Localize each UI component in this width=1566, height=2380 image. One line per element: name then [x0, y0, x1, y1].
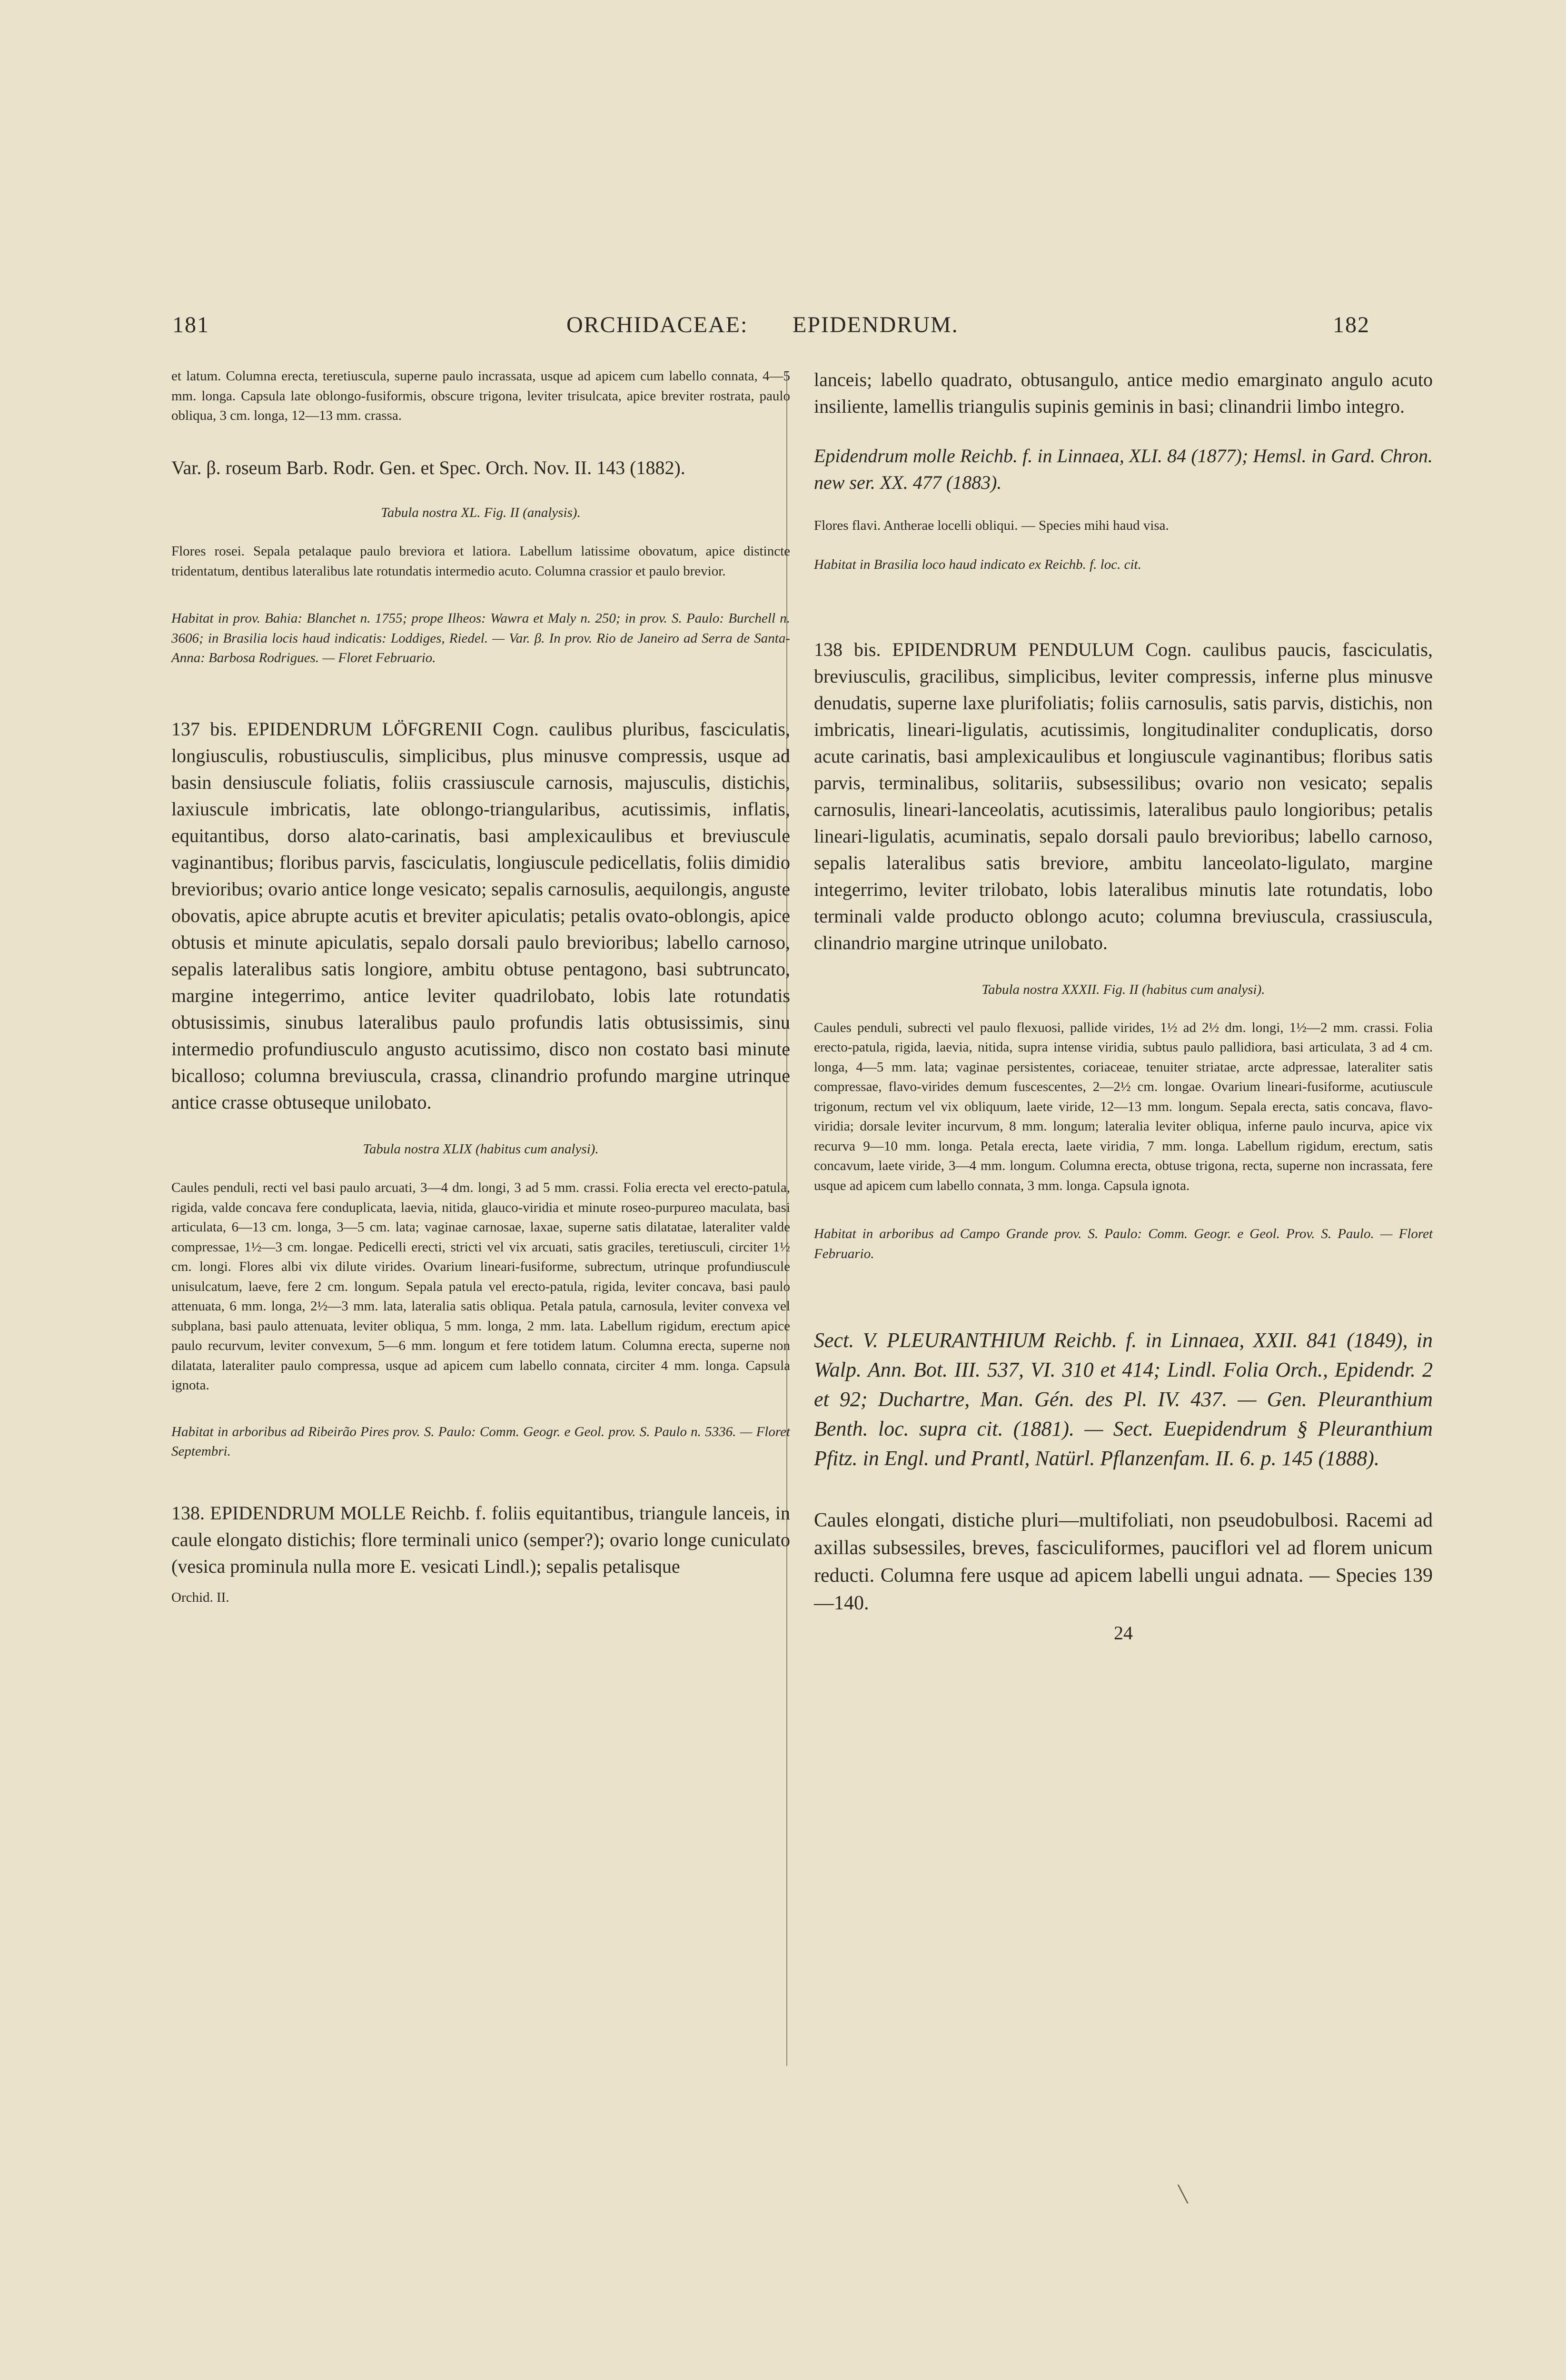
page-number-left: 181: [172, 312, 209, 337]
species-137bis-diagnosis: 137 bis. EPIDENDRUM LÖFGRENII Cogn. caulibus pluribus, fasciculatis, longiusculis, robustiusculis, simplicibus, plus minusve compressis, usque ad basin densiuscule foliatis, foliis crassiuscule carnosis, majusculis, distichis, laxiuscule imbricatis, late oblongo-triangularibus, acutissimis, inflatis, equitantibus, dorso alato-carinatis, basi amplexicaulibus et breviuscule vaginantibus; floribus parvis, fasciculatis, longiuscule pedicellatis, foliis dimidio brevioribus; ovario antice longe vesicato; sepalis carnosulis, aequilongis, anguste obovatis, apice abrupte acutis et breviter apiculatis; petalis ovato-oblongis, apice obtusis et minute apiculatis, sepalo dorsali paulo brevioribus; labello carnoso, sepalis lateralibus satis longiore, ambitu obtuse pentagono, basi subtruncato, margine integerrimo, antice leviter quadrilobato, lobis late rotundatis obtusissimis, sinubus lateralibus paulo profundis latis obtusissimis, sinu intermedio profundiusculo angusto acutissimo, disco non costato basi minute bicalloso; columna breviuscula, crassa, clinandrio profundo margine utrinque antice crasse obtuseque unilobato.: [171, 718, 790, 1113]
habitat-note-1: Habitat in prov. Bahia: Blanchet n. 1755; prope Ilheos: Wawra et Maly n. 250; in prov. S. Paulo: Burchell n. 3606; in Brasilia locis haud indicatis: Loddiges, Riedel. — Var. β. In prov. Rio de Janeiro ad Serra de Santa-Anna: Barbosa Rodrigues. — Floret Februario.: [171, 611, 790, 665]
species-138-reference: Epidendrum molle Reichb. f. in Linnaea, XLI. 84 (1877); Hemsl. in Gard. Chron. new ser. XX. 477 (1883).: [814, 445, 1433, 493]
variety-reference: Var. β. roseum Barb. Rodr. Gen. et Spec. Orch. Nov. II. 143 (1882).: [171, 456, 685, 478]
header-title-genus: EPIDENDRUM.: [793, 312, 959, 337]
capsule-description: et latum. Columna erecta, teretiuscula, superne paulo incrassata, usque ad apicem cum labello connata, 4—5 mm. longa. Capsula late oblongo-fusiformis, obscure trigona, leviter trisulcata, apice breviter rostrata, paulo obliqua, 3 cm. longa, 12—13 mm. crassa.: [171, 368, 790, 423]
species-137bis-description: Caules penduli, recti vel basi paulo arcuati, 3—4 dm. longi, 3 ad 5 mm. crassi. Folia erecta vel erecto-patula, rigida, valde concava fere conduplicata, laevia, nitida, glauco-viridia et minute roseo-purpureo maculata, basi articulata, 6—13 cm. longa, 3—5 cm. lata; vaginae carnosae, laxae, superne satis dilatatae, lateraliter valde compressae, 1½—3 cm. longae. Pedicelli erecti, stricti vel vix arcuati, satis graciles, teretiusculi, circiter 1½ cm. longi. Flores albi vix dilute virides. Ovarium lineari-fusiforme, subrectum, utrinque profundiuscule unisulcatum, laeve, fere 2 cm. longum. Sepala patula vel erecto-patula, rigida, leviter concava, basi paulo attenuata, 6 mm. longa, 2½—3 mm. lata, lateralia satis obliqua. Petala patula, carnosula, leviter convexa vel subplana, basi paulo attenuata, leviter obliqua, 5 mm. longa, 2 mm. lata. Labellum rigidum, erectum apice paulo recurvum, leviter convexum, 5—6 mm. longum et fere totidem latum. Columna erecta, superne non dilatata, lateraliter paulo compressa, usque ad apicem cum labello connata, circiter 4 mm. longa. Capsula ignota.: [171, 1180, 790, 1393]
habitat-note-3: Habitat in Brasilia loco haud indicato ex Reichb. f. loc. cit.: [814, 556, 1141, 572]
habitat-note-2: Habitat in arboribus ad Ribeirão Pires prov. S. Paulo: Comm. Geogr. e Geol. prov. S. Paulo n. 5336. — Floret Septembri.: [171, 1424, 790, 1459]
plate-reference-xl: Tabula nostra XL. Fig. II (analysis).: [381, 505, 581, 520]
header-title-family: ORCHIDACEAE:: [566, 312, 748, 337]
page-number-right: 182: [1333, 312, 1370, 337]
section-pleuranthium-heading: Sect. V. PLEURANTHIUM Reichb. f. in Linnaea, XXII. 841 (1849), in Walp. Ann. Bot. III. 537, VI. 310 et 414; Lindl. Folia Orch., Epidendr. 2 et 92; Duchartre, Man. Gén. des Pl. IV. 437. — Gen. Pleuranthium Benth. loc. supra cit. (1881). — Sect. Euepidendrum § Pleuranthium Pfitz. in Engl. und Prantl, Natürl. Pflanzenfam. II. 6. p. 145 (1888).: [814, 1329, 1433, 1470]
right-column: [814, 367, 1433, 1644]
species-138-note: Flores flavi. Antherae locelli obliqui. — Species mihi haud visa.: [814, 518, 1169, 533]
signature-mark: Orchid. II.: [171, 1589, 229, 1605]
species-138-diagnosis: 138. EPIDENDRUM MOLLE Reichb. f. foliis equitantibus, triangule lanceis, in caule elongato distichis; flore terminali unico (semper?); ovario longe cuniculato (vesica prominula nulla more E. vesicati Lindl.); sepalis petalisque: [171, 1502, 790, 1577]
section-description: Caules elongati, distiche pluri—multifoliati, non pseudobulbosi. Racemi ad axillas subsessiles, breves, fasciculiformes, pauciflori vel ad florem unicum reducti. Columna fere usque ad apicem labelli ungui adnata. — Species 139—140.: [814, 1509, 1433, 1614]
paper-mark: ╲: [1178, 2186, 1188, 2203]
plate-reference-xlix: Tabula nostra XLIX (habitus cum analysi).: [363, 1141, 599, 1157]
habitat-note-4: Habitat in arboribus ad Campo Grande prov. S. Paulo: Comm. Geogr. e Geol. Prov. S. Paulo. — Floret Februario.: [814, 1226, 1433, 1261]
variety-description: Flores rosei. Sepala petalaque paulo breviora et latiora. Labellum latissime obovatum, apice distincte tridentatum, dentibus lateralibus late rotundatis intermedio acuto. Columna crassior et paulo brevior.: [171, 544, 790, 579]
left-column: [171, 367, 790, 1606]
species-138-diagnosis-cont: lanceis; labello quadrato, obtusangulo, antice medio emarginato angulo acuto insiliente, lamellis triangulis supinis geminis in basi; clinandrii limbo integro.: [814, 369, 1433, 417]
sheet-number: 24: [1114, 1622, 1133, 1644]
species-138bis-diagnosis: 138 bis. EPIDENDRUM PENDULUM Cogn. caulibus paucis, fasciculatis, breviusculis, gracilibus, simplicibus, leviter compressis, inferne plus minusve denudatis, superne laxe plurifoliatis; foliis carnosulis, satis parvis, distichis, non imbricatis, lineari-ligulatis, acutissimis, longitudinaliter conduplicatis, dorso acute carinatis, basi amplexicaulibus et longiuscule vaginantibus; floribus satis parvis, terminalibus, solitariis, subsessilibus; ovario non vesicato; sepalis carnosulis, lineari-lanceolatis, acutissimis, lateralibus paulo longioribus; petalis lineari-ligulatis, acuminatis, sepalo dorsali paulo brevioribus; labello carnoso, sepalis lateralibus satis breviore, ambitu lanceolato-ligulato, margine integerrimo, leviter trilobato, lobis lateralibus minutis late rotundatis, lobo terminali valde producto oblongo acuto; columna breviuscula, crassiuscula, clinandrio margine utrinque unilobato.: [814, 639, 1433, 953]
plate-reference-xxxii: Tabula nostra XXXII. Fig. II (habitus cum analysi).: [981, 982, 1265, 997]
species-138bis-description: Caules penduli, subrecti vel paulo flexuosi, pallide virides, 1½ ad 2½ dm. longi, 1½—2 mm. crassi. Folia erecto-patula, rigida, laevia, nitida, supra intense viridia, subtus paulo pallidiora, basi articulata, 3 ad 4 cm. longa, 4—5 mm. lata; vaginae persistentes, coriaceae, tenuiter striatae, arcte adpressae, lateraliter satis compressae, flavo-virides demum fuscescentes, 2—2½ cm. longae. Ovarium lineari-fusiforme, acutiuscule trigonum, rectum vel vix obliquum, laete viride, 12—13 mm. longum. Sepala erecta, satis concava, flavo-viridia; dorsale leviter incurvum, 8 mm. longum; lateralia leviter obliqua, inferne paulo incurva, apice vix recurva 9—10 mm. longa. Petala erecta, laete viridia, 7 mm. longa. Labellum rigidum, erectum, satis concavum, laete viride, 3—4 mm. longum. Columna erecta, obtuse trigona, recta, superne non incrassata, fere usque ad apicem cum labello connata, 3 mm. longa. Capsula ignota.: [814, 1020, 1433, 1193]
running-header: [0, 312, 1566, 350]
